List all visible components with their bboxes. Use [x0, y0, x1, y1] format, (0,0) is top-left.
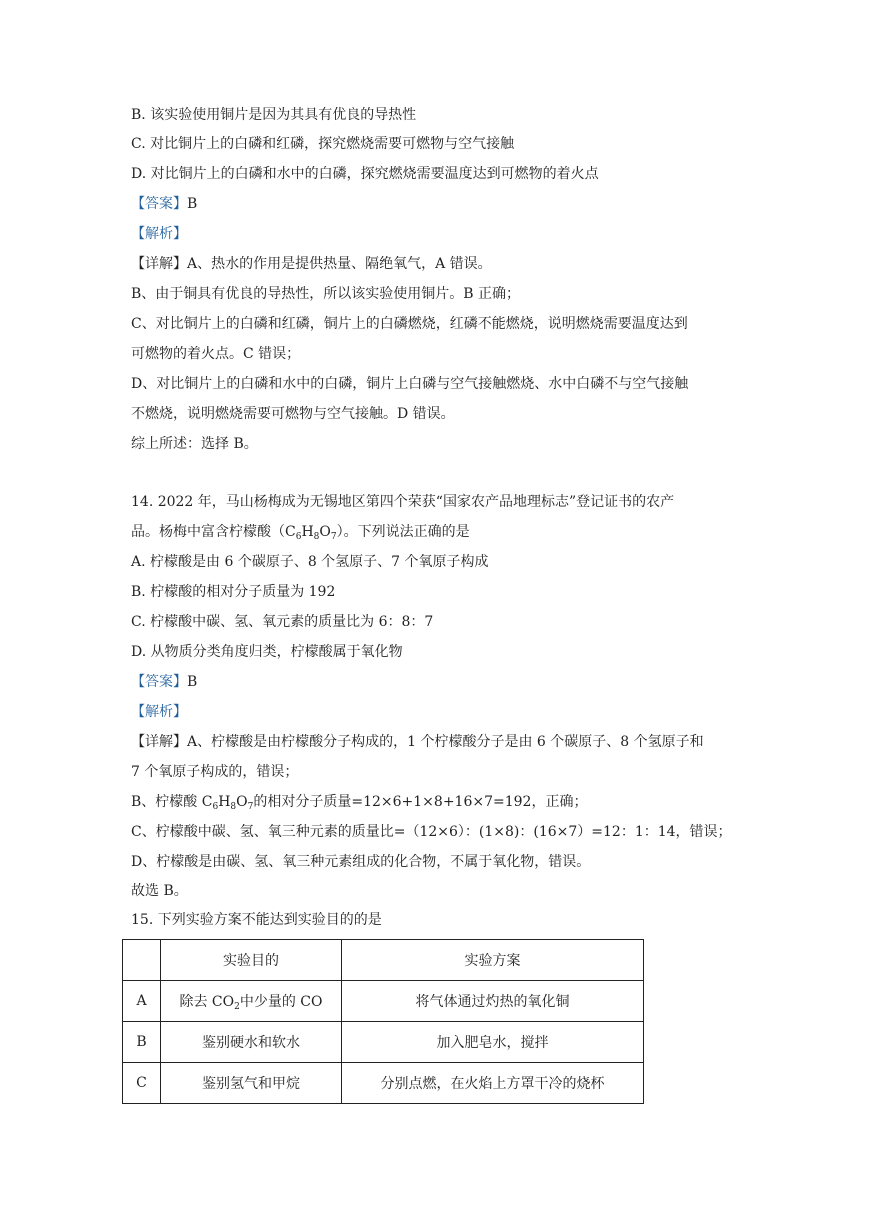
table-cell-plan: 加入肥皂水，搅拌 [342, 1022, 644, 1063]
q13-detail-c-line1: C、对比铜片上的白磷和红磷，铜片上的白磷燃烧，红磷不能燃烧，说明燃烧需要温度达到 [131, 316, 688, 332]
q13-detail-d-line1: D、对比铜片上的白磷和水中的白磷，铜片上白磷与空气接触燃烧、水中白磷不与空气接触 [131, 376, 689, 392]
q14-stem-line2 [131, 522, 470, 542]
stem-text: ）。下列说法正确的是 [336, 524, 470, 540]
q14-stem-line1: 14. 2022 年，马山杨梅成为无锡地区第四个荣获“国家农产品地理标志”登记证书的农产 [131, 494, 675, 510]
answer-tag: 【答案】 [131, 196, 187, 212]
q13-option-b: B. 该实验使用铜片是因为其具有优良的导热性 [131, 107, 417, 123]
detail-tag: 【详解】 [131, 256, 187, 272]
subscript: 2 [234, 1002, 240, 1012]
table-header-cell: 实验方案 [342, 940, 644, 981]
table-row [123, 1022, 644, 1063]
subscript: 7 [330, 532, 337, 542]
q15-table [122, 939, 644, 1104]
q13-analysis-tag [131, 224, 187, 244]
analysis-tag: 【解析】 [131, 226, 187, 242]
subscript: 8 [230, 802, 237, 812]
table-header-row [123, 940, 644, 981]
table-cell-label: A [123, 981, 161, 1022]
q14-option-d: D. 从物质分类角度归类，柠檬酸属于氧化物 [131, 644, 403, 660]
purpose-text: 中少量的 CO [239, 994, 323, 1010]
q14-summary: 故选 B。 [131, 883, 188, 899]
q13-answer [131, 194, 197, 214]
answer-tag: 【答案】 [131, 674, 187, 690]
detail-tag: 【详解】 [131, 734, 187, 750]
table-cell-purpose: 鉴别硬水和软水 [161, 1022, 342, 1063]
q14-detail-a-line2: 7 个氧原子构成的，错误； [131, 764, 299, 780]
table-header-cell: 实验目的 [161, 940, 342, 981]
q14-analysis-tag [131, 702, 187, 722]
table-cell-label: B [123, 1022, 161, 1063]
q13-detail-c-line2: 可燃物的着火点。C 错误； [131, 346, 301, 362]
subscript: 7 [247, 802, 254, 812]
element-symbol: H [301, 524, 314, 540]
table-cell-plan: 分别点燃，在火焰上方罩干冷的烧杯 [342, 1063, 644, 1104]
q13-detail-b: B、由于铜具有优良的导热性，所以该实验使用铜片。B 正确； [131, 286, 521, 302]
table-cell-purpose [161, 981, 342, 1022]
detail-text: 的相对分子质量=12×6+1×8+16×7=192，正确； [253, 794, 588, 810]
detail-a-text: A、柠檬酸是由柠檬酸分子构成的，1 个柠檬酸分子是由 6 个碳原子、8 个氢原子和 [187, 734, 704, 750]
stem-text: 品。杨梅中富含柠檬酸（C [131, 524, 296, 540]
answer-value: B [187, 674, 198, 690]
detail-text: B、柠檬酸 C [131, 794, 213, 810]
q14-detail-c: C、柠檬酸中碳、氢、氧三种元素的质量比=（12×6）：(1×8)：(16×7）=12：1：14，错误； [131, 824, 732, 840]
q13-option-c: C. 对比铜片上的白磷和红磷，探究燃烧需要可燃物与空气接触 [131, 136, 515, 152]
subscript: 6 [295, 532, 302, 542]
q13-detail-d-line2: 不燃烧，说明燃烧需要可燃物与空气接触。D 错误。 [131, 406, 455, 422]
q13-detail-a [131, 254, 492, 274]
subscript: 6 [212, 802, 219, 812]
purpose-text: 除去 CO [179, 994, 235, 1010]
detail-a-text: A、热水的作用是提供热量、隔绝氧气，A 错误。 [187, 256, 492, 272]
answer-value: B [187, 196, 198, 212]
q14-option-c: C. 柠檬酸中碳、氢、氧元素的质量比为 6：8：7 [131, 614, 434, 630]
q14-detail-b [131, 792, 587, 812]
q13-summary: 综上所述：选择 B。 [131, 436, 258, 452]
element-symbol: O [236, 794, 248, 810]
table-cell-plan: 将气体通过灼热的氧化铜 [342, 981, 644, 1022]
table-cell-label: C [123, 1063, 161, 1104]
element-symbol: H [218, 794, 231, 810]
q14-option-b: B. 柠檬酸的相对分子质量为 192 [131, 584, 336, 600]
q14-answer [131, 672, 197, 692]
table-cell-purpose: 鉴别氢气和甲烷 [161, 1063, 342, 1104]
q14-detail-d: D、柠檬酸是由碳、氢、氧三种元素组成的化合物，不属于氧化物，错误。 [131, 854, 591, 870]
element-symbol: O [319, 524, 331, 540]
subscript: 8 [313, 532, 320, 542]
analysis-tag: 【解析】 [131, 704, 187, 720]
q14-detail-a-line1 [131, 732, 704, 752]
q13-option-d: D. 对比铜片上的白磷和水中的白磷，探究燃烧需要温度达到可燃物的着火点 [131, 166, 599, 182]
q15-stem: 15. 下列实验方案不能达到实验目的的是 [131, 912, 382, 928]
table-row [123, 1063, 644, 1104]
table-row [123, 981, 644, 1022]
q14-option-a: A. 柠檬酸是由 6 个碳原子、8 个氢原子、7 个氧原子构成 [131, 554, 489, 570]
table-header-cell [123, 940, 161, 981]
